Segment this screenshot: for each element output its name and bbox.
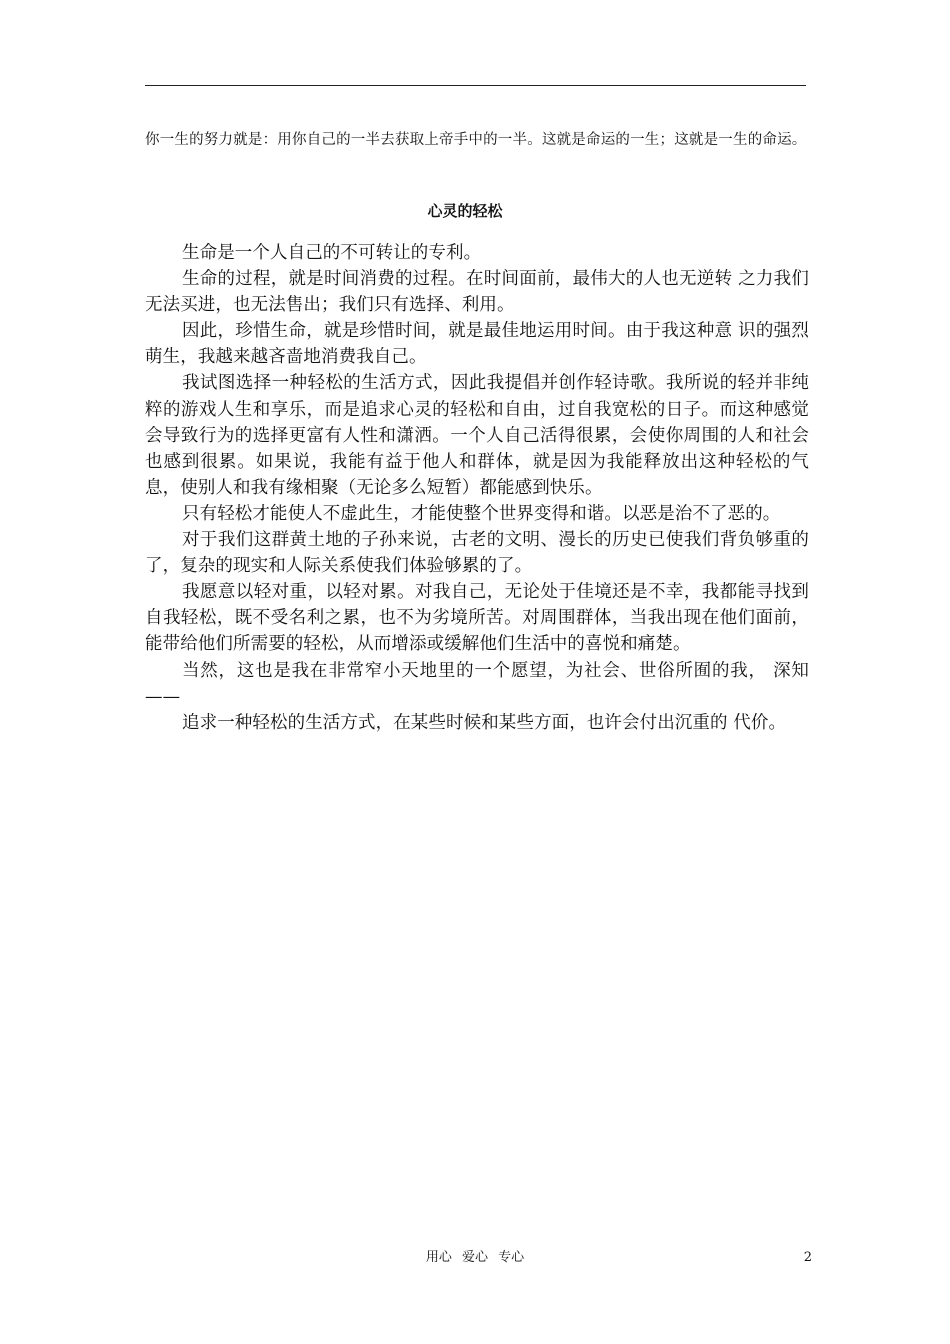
header-rule [145,85,806,86]
essay-body [145,240,809,736]
paragraph: 生命是一个人自己的不可转让的专利。 [182,243,482,263]
paragraph: 当然，这也是我在非常窄小天地里的一个愿望，为社会、世俗所囿的我， 深知—— [145,660,809,707]
paragraph: 因此，珍惜生命，就是珍惜时间，就是最佳地运用时间。由于我这种意 识的强烈萌生，我越来越吝啬地消费我自己。 [145,321,809,368]
paragraph: 对于我们这群黄土地的子孙来说，古老的文明、漫长的历史已使我们背负够重的了，复杂的现实和人际关系使我们体验够累的了。 [145,530,809,577]
intro-text: 你一生的努力就是：用你自己的一半去获取上帝手中的一半。这就是命运的一生；这就是一生的命运。 [145,132,807,148]
paragraph: 我愿意以轻对重，以轻对累。对我自己，无论处于佳境还是不幸，我都能寻找到自我轻松，既不受名利之累，也不为劣境所苦。对周围群体，当我出现在他们面前，能带给他们所需要的轻松，从而增添或缓解他们生活中的喜悦和痛楚。 [145,582,809,655]
paragraph: 生命的过程，就是时间消费的过程。在时间面前，最伟大的人也无逆转 之力我们无法买进，也无法售出；我们只有选择、利用。 [145,269,809,316]
page-number: 2 [803,1250,812,1265]
paragraph: 我试图选择一种轻松的生活方式，因此我提倡并创作轻诗歌。我所说的轻并非纯粹的游戏人生和享乐，而是追求心灵的轻松和自由，过自我宽松的日子。而这种感觉会导致行为的选择更富有人性和潇洒。一个人自己活得很累，会使你周围的人和社会也感到很累。如果说，我能有益于他人和群体，就是因为我能释放出这种轻松的气息，使别人和我有缘相聚（无论多么短暂）都能感到快乐。 [145,373,809,498]
paragraph: 追求一种轻松的生活方式，在某些时候和某些方面，也许会付出沉重的 代价。 [182,712,787,733]
footer-motto: 用心 爱心 专心 [425,1250,525,1265]
section-title: 心灵的轻松 [427,202,503,220]
paragraph: 只有轻松才能使人不虚此生，才能使整个世界变得和谐。以恶是治不了恶的。 [182,503,781,524]
